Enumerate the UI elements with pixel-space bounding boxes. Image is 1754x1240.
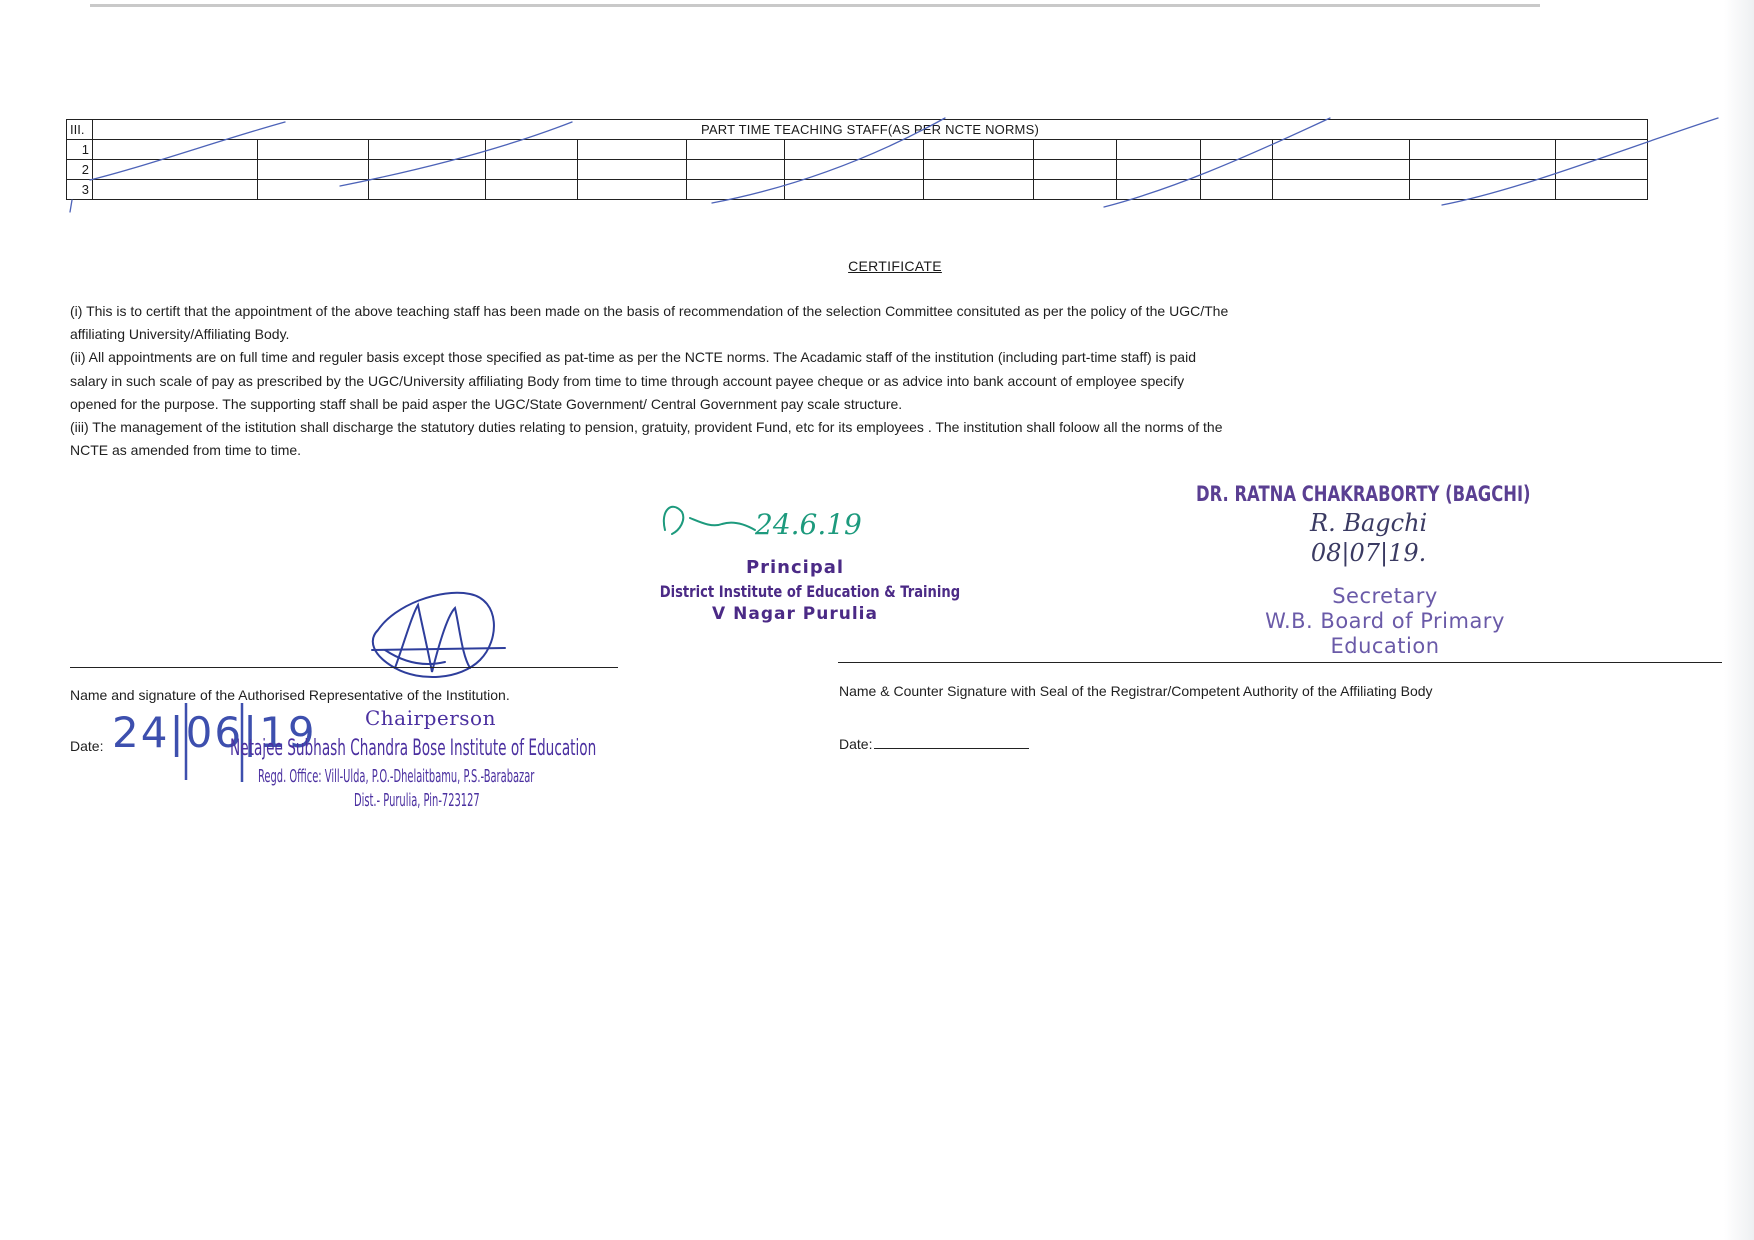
section-number: III. [67,120,93,140]
registrar-handwritten-date: 08|07|19. [1310,539,1427,567]
seal-line: Education [1330,634,1440,658]
left-signature-line [70,667,618,668]
authorised-representative-label: Name and signature of the Authorised Representative of the Institution. [70,687,510,703]
left-handwritten-date: 24|06|19 [112,708,317,757]
part-time-staff-table [66,119,1648,200]
chairperson-institute: Netajee Subhash Chandra Bose Institute of Education [230,736,597,761]
counter-signature-label: Name & Counter Signature with Seal of the Registrar/Competent Authority of the Affiliating Body [839,683,1433,699]
seal-line: Secretary [1332,584,1438,608]
registrar-signature: R. Bagchi [1310,509,1428,537]
certificate-clause: (i) This is to certift that the appointment of the above teaching staff has been made on the basis of recommendation of the selection Committee consituted as per the policy of the UGC/The affiliating University/Affiliating Body. [70,303,1229,343]
chairperson-title: Chairperson [365,706,496,730]
chairperson-address: Regd. Office: Vill-Ulda, P.O.-Dhelaitbamu, P.S.-Barabazar [258,766,535,787]
right-signature-line [838,662,1722,663]
certificate-clause: (ii) All appointments are on full time and reguler basis except those specified as pat-time as per the NCTE norms. The Acadamic staff of the institution (including part-time staff) is paid salary in such scale of pay as prescribed by the UGC/University affiliating Body from time to time through account payee cheque or as advice into bank account of employee specify opened for the purpose. The supporting staff shall be paid asper the UGC/State Government/ Central Government pay scale structure. [70,349,1196,412]
seal-line: W.B. Board of Primary [1265,609,1505,633]
chairperson-district: Dist.- Purulia, Pin-723127 [354,790,480,811]
certificate-title: CERTIFICATE [848,258,942,274]
principal-stamp-title: Principal [745,557,845,578]
scan-shadow [1724,0,1754,1240]
table-heading: PART TIME TEACHING STAFF(AS PER NCTE NORMS) [93,120,1648,140]
principal-stamp-institute: District Institute of Education & Training [659,582,961,601]
row-number: 3 [67,180,93,200]
table-row [67,180,1648,200]
left-date-text: Date: [70,738,104,754]
registrar-handwriting [1310,508,1427,568]
registrar-name-stamp: DR. RATNA CHAKRABORTY (BAGCHI) [1196,482,1531,506]
scan-edge [90,4,1540,7]
table-row [67,140,1648,160]
principal-stamp-place: V Nagar Purulia [712,604,878,624]
principal-stamp [630,557,960,624]
left-date-label [70,738,103,754]
authorised-signature [372,593,505,677]
secretary-seal [1200,584,1570,659]
certificate-clause: (iii) The management of the istitution shall discharge the statutory duties relating to pension, gratuity, provident Fund, etc for its employees . The institution shall foloow all the norms of the NCTE as amended from time to time. [70,419,1223,459]
right-date-field [874,734,1029,749]
certificate-body [70,300,1230,462]
row-number: 1 [67,140,93,160]
principal-date-text: 24.6.19 [755,508,862,541]
table-row [67,160,1648,180]
table-header-row [67,120,1648,140]
principal-signature [664,507,755,534]
right-date-label [839,734,1029,752]
right-date-text: Date: [839,736,873,752]
row-number: 2 [67,160,93,180]
